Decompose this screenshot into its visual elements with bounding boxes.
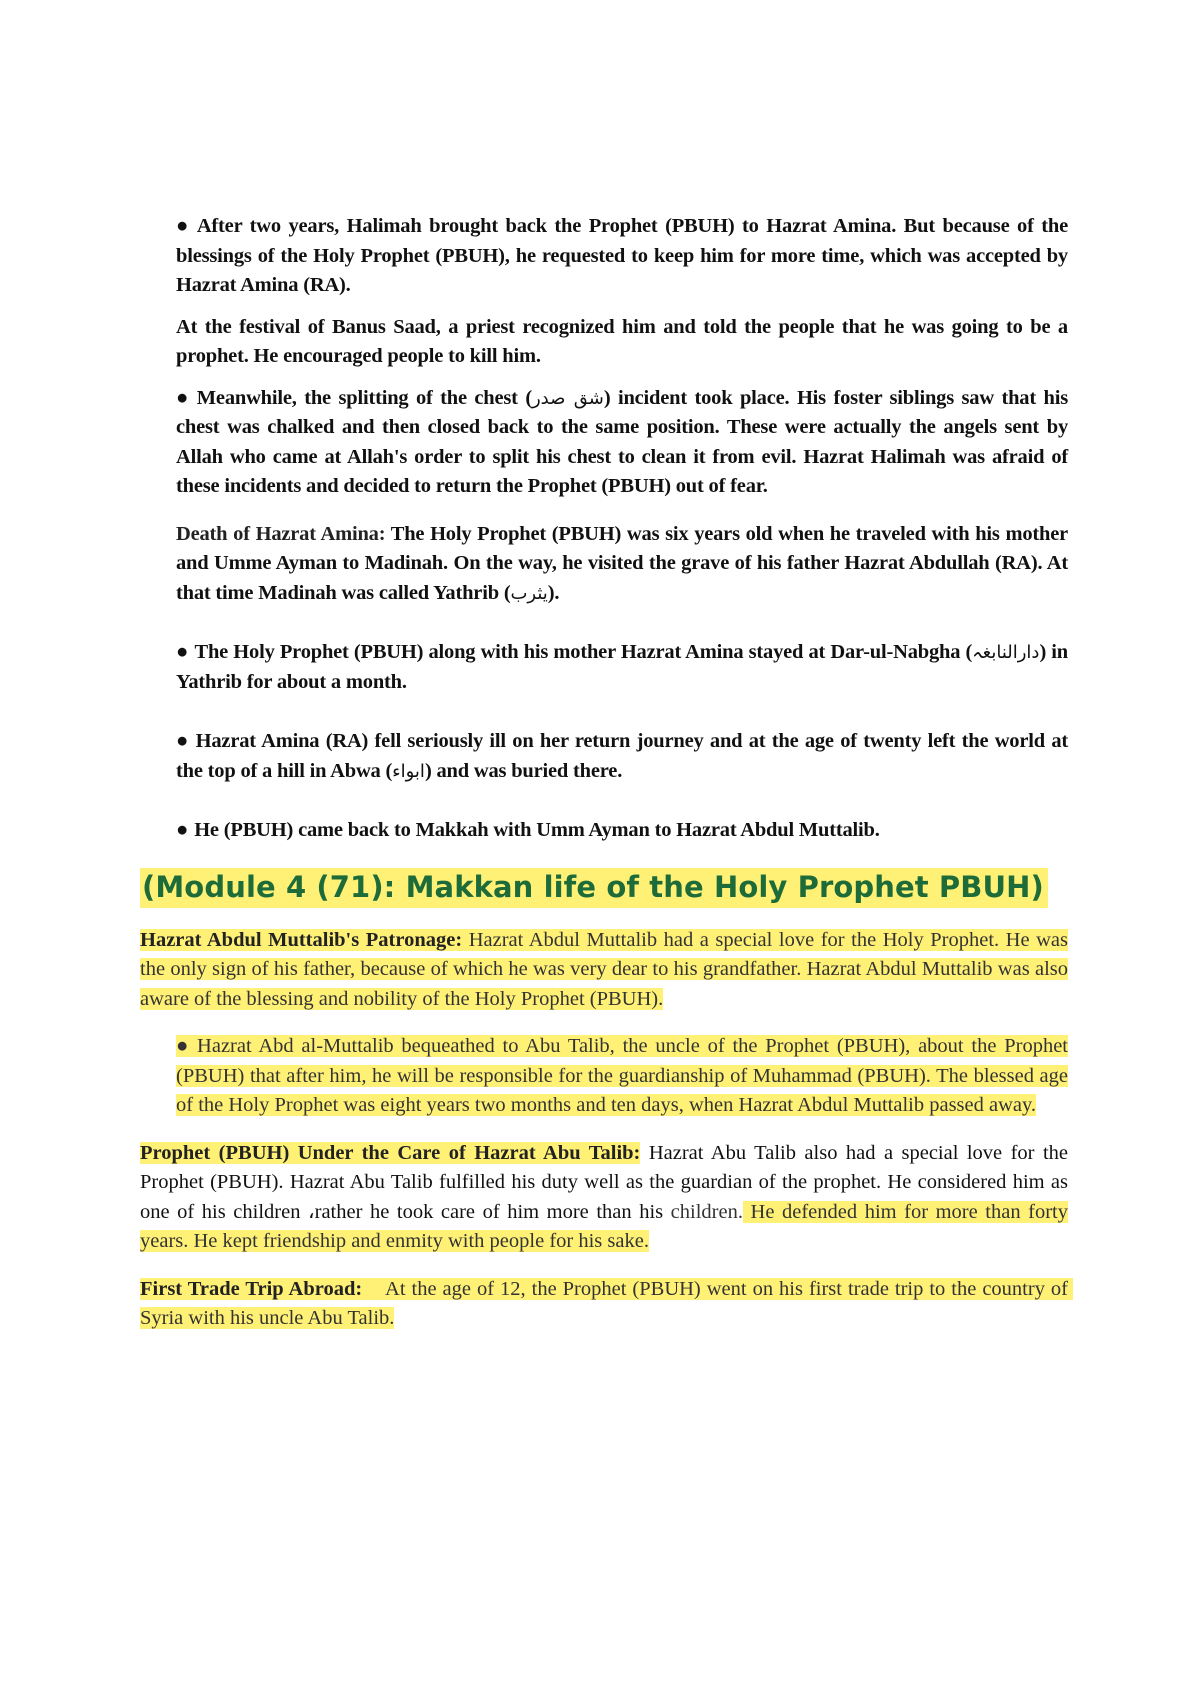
paragraph-banus-saad: At the festival of Banus Saad, a priest recognized him and told the people that he was going to be a prophet. He encouraged people to kill him.	[176, 315, 1068, 367]
arabic-term: يثرب	[510, 582, 548, 604]
bullet: ●	[176, 215, 191, 237]
arabic-term: شق صدر	[531, 387, 604, 409]
section-abu-talib	[140, 1139, 1068, 1257]
section-bequest	[176, 1032, 1068, 1121]
paragraph-dar-ul-nabgha: ● The Holy Prophet (PBUH) along with his mother Hazrat Amina stayed at Dar-ul-Nabgha (دارالنابغہ) in Yathrib for about a month.	[176, 641, 1068, 693]
section-patronage	[140, 926, 1068, 1015]
bullet: ●	[176, 641, 189, 663]
paragraph-splitting-chest: ● Meanwhile, the splitting of the chest (شق صدر) incident took place. His foster siblings saw that his chest was chalked and then closed back to the same position. These were actually the angels sent by Allah who came at Allah's order to split his chest to clean it from evil. Hazrat Halimah was afraid of these incidents and decided to return the Prophet (PBUH) out of fear.	[176, 386, 1068, 497]
bullet: ●	[176, 819, 189, 841]
section-lead: Prophet (PBUH) Under the Care of Hazrat Abu Talib:	[140, 1141, 641, 1164]
paragraph-trade-trip: First Trade Trip Abroad: At the age of 12, the Prophet (PBUH) went on his first trade trip to the country of Syria with his uncle Abu Talib.	[140, 1277, 1074, 1329]
paragraph-bequest: ● Hazrat Abd al-Muttalib bequeathed to Abu Talib, the uncle of the Prophet (PBUH), about the Prophet (PBUH) that after him, he will be responsible for the guardianship of Muhammad (PBUH). The blessed age of the Holy Prophet was eight years two months and ten days, when Hazrat Abdul Muttalib passed away.	[176, 1035, 1068, 1116]
arabic-term: ابواء	[392, 760, 425, 782]
paragraph-abu-talib: Prophet (PBUH) Under the Care of Hazrat Abu Talib: Hazrat Abu Talib also had a special love for the Prophet (PBUH). Hazrat Abu Talib fulfilled his duty well as the guardian of the prophet. He considered him as one of his children ،rather he took care of him more than his children. He defended him for more than forty years. He kept friendship and enmity with people for his sake.	[140, 1141, 1068, 1252]
arabic-term: دارالنابغہ	[972, 642, 1040, 663]
paragraph-back-to-makkah: ● He (PBUH) came back to Makkah with Umm Ayman to Hazrat Abdul Muttalib.	[176, 819, 880, 841]
section-trade-trip	[140, 1275, 1074, 1334]
section-lead: Death of Hazrat Amina:	[176, 522, 386, 545]
section-lead: Hazrat Abdul Muttalib's Patronage:	[140, 928, 463, 951]
bullet: ●	[176, 386, 191, 409]
section-lead: First Trade Trip Abroad:	[140, 1277, 363, 1300]
paragraph-return-to-amina: ● After two years, Halimah brought back the Prophet (PBUH) to Hazrat Amina. But because of the blessings of the Holy Prophet (PBUH), he requested to keep him for more time, which was accepted by Hazrat Amina (RA).	[176, 215, 1068, 296]
bullet: ●	[176, 1035, 192, 1057]
paragraph-abwa: ● Hazrat Amina (RA) fell seriously ill on her return journey and at the age of twenty left the world at the top of a hill in Abwa (ابواء) and was buried there.	[176, 730, 1068, 782]
module-heading: (Module 4 (71): Makkan life of the Holy Prophet PBUH)	[140, 868, 1048, 908]
paragraph-death-of-amina: Death of Hazrat Amina: The Holy Prophet (PBUH) was six years old when he traveled with his mother and Umme Ayman to Madinah. On the way, he visited the grave of his father Hazrat Abdullah (RA). At that time Madinah was called Yathrib (يثرب).	[176, 522, 1069, 604]
bullet: ●	[176, 730, 190, 752]
paragraph-patronage: Hazrat Abdul Muttalib's Patronage: Hazrat Abdul Muttalib had a special love for the Holy Prophet. He was the only sign of his father, because of which he was very dear to his grandfather. Hazrat Abdul Muttalib was also aware of the blessing and nobility of the Holy Prophet (PBUH).	[140, 928, 1068, 1010]
